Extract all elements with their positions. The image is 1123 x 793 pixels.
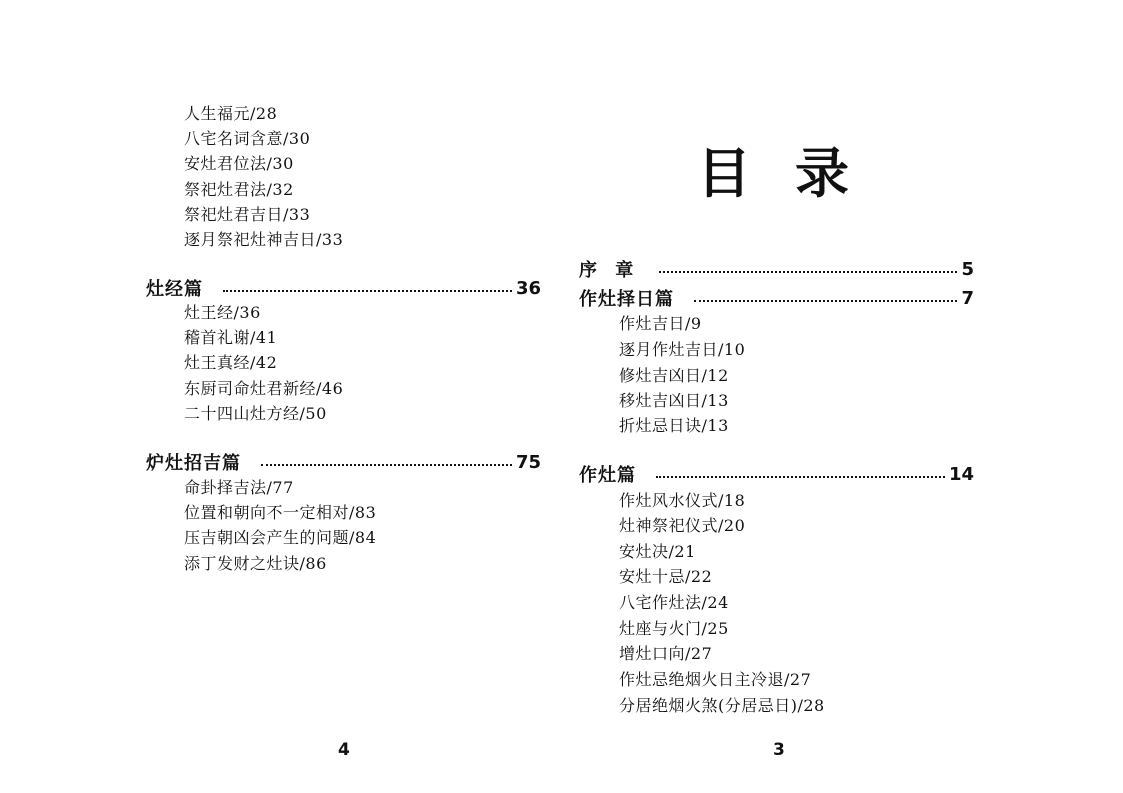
toc-entry: 人生福元/28 (184, 104, 278, 123)
toc-entry: 灶神祭祀仪式/20 (619, 516, 746, 535)
toc-entry: 折灶忌日诀/13 (619, 416, 729, 435)
section-title: 序 章 (579, 260, 640, 281)
toc-entry: 分居绝烟火煞(分居忌日)/28 (619, 696, 825, 715)
section-page: 7 (961, 287, 974, 309)
toc-entry: 灶座与火门/25 (619, 619, 729, 638)
toc-entry: 稽首礼谢/41 (184, 328, 278, 347)
toc-entry: 命卦择吉法/77 (184, 478, 294, 497)
right-page (561, 0, 1123, 793)
left-page (0, 0, 561, 793)
toc-entry: 位置和朝向不一定相对/83 (184, 503, 377, 522)
section-page: 14 (948, 463, 974, 485)
toc-section-heading (579, 257, 974, 281)
toc-entry: 添丁发财之灶诀/86 (184, 554, 327, 573)
toc-entry: 增灶口向/27 (619, 644, 713, 663)
toc-entry: 安灶决/21 (619, 542, 696, 561)
toc-entry: 八宅作灶法/24 (619, 593, 729, 612)
dot-leader (223, 290, 512, 292)
section-title: 灶经篇 (146, 279, 203, 300)
toc-entry: 祭祀灶君吉日/33 (184, 205, 311, 224)
toc-section-heading (579, 462, 974, 486)
section-page: 75 (515, 451, 541, 473)
page-title: 目录 (697, 142, 893, 205)
section-page: 5 (961, 258, 974, 280)
dot-leader (261, 464, 512, 466)
section-title: 炉灶招吉篇 (146, 453, 241, 474)
toc-entry: 安灶君位法/30 (184, 154, 294, 173)
dot-leader (656, 476, 945, 478)
section-title: 作灶篇 (579, 465, 636, 486)
toc-entry: 作灶风水仪式/18 (619, 491, 746, 510)
toc-entry: 二十四山灶方经/50 (184, 404, 327, 423)
section-title: 作灶择日篇 (579, 289, 674, 310)
toc-entry: 作灶吉日/9 (619, 314, 702, 333)
toc-entry: 压吉朝凶会产生的问题/84 (184, 528, 377, 547)
dot-leader (694, 300, 957, 302)
toc-entry: 灶王经/36 (184, 303, 261, 322)
toc-section-heading (579, 286, 974, 310)
toc-entry: 八宅名词含意/30 (184, 129, 311, 148)
toc-entry: 祭祀灶君法/32 (184, 180, 294, 199)
dot-leader (659, 271, 957, 273)
toc-entry: 逐月作灶吉日/10 (619, 340, 746, 359)
toc-entry: 东厨司命灶君新经/46 (184, 379, 344, 398)
page-number: 4 (338, 740, 350, 760)
section-page: 36 (515, 277, 541, 299)
toc-entry: 移灶吉凶日/13 (619, 391, 729, 410)
toc-section-heading (146, 450, 541, 474)
toc-entry: 安灶十忌/22 (619, 567, 713, 586)
toc-entry: 作灶忌绝烟火日主冷退/27 (619, 670, 812, 689)
toc-section-heading (146, 276, 541, 300)
toc-entry: 修灶吉凶日/12 (619, 366, 729, 385)
page-number: 3 (773, 740, 785, 760)
toc-entry: 逐月祭祀灶神吉日/33 (184, 230, 344, 249)
toc-entry: 灶王真经/42 (184, 353, 278, 372)
